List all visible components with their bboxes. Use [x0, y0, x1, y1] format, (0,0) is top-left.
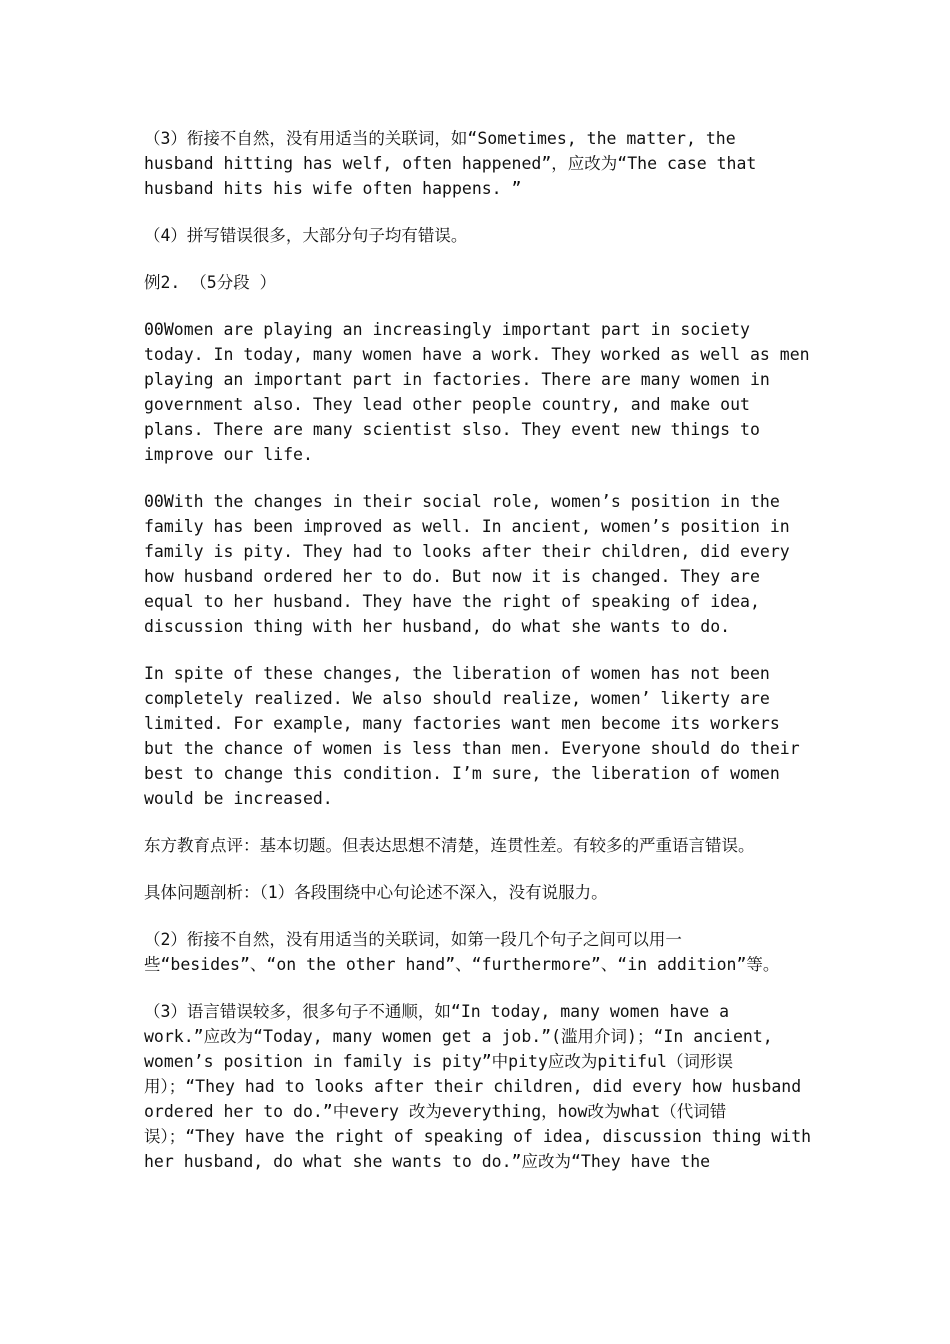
- paragraph-point-4-spelling: （4）拼写错误很多，大部分句子均有错误。: [144, 226, 468, 245]
- paragraph-point-3-cohesion: （3）衔接不自然，没有用适当的关联词，如“Sometimes, the matter, the husband hitting has welf, often happened”，应改为“The case that husband hits his wife often happens. ”: [144, 129, 757, 198]
- document-page: [144, 126, 812, 1196]
- analysis-point-2: （2）衔接不自然，没有用适当的关联词，如第一段几个句子之间可以用一些“besides”、“on the other hand”、“furthermore”、“in addition”等。: [144, 930, 780, 974]
- essay-paragraph-3: In spite of these changes, the liberation of women has not been completely realized. We also should realize, women’ likerty are limited. For example, many factories want men become its workers but the chance of women is less than men. Everyone should do their best to change this condition. I’m sure, the liberation of women would be increased.: [144, 664, 800, 808]
- analysis-point-3: （3）语言错误较多，很多句子不通顺，如“In today, many women have a work.”应改为“Today, many women get a job.”(滥用介词)；“In ancient, women’s position in family is pity”中pity应改为pitiful（词形误用）；“They had to looks after their children, did every how husband ordered her to do.”中every 改为everything，how改为what（代词错误）；“They have the right of speaking of idea, discussion thing with her husband, do what she wants to do.”应改为“They have the: [144, 1002, 812, 1171]
- review-comment: 东方教育点评：基本切题。但表达思想不清楚，连贯性差。有较多的严重语言错误。: [144, 836, 755, 855]
- essay-paragraph-1: 00Women are playing an increasingly important part in society today. In today, many women have a work. They worked as well as men playing an important part in factories. There are many women in government also. They lead other people country, and make out plans. There are many scientist slso. They event new things to improve our life.: [144, 320, 810, 464]
- essay-paragraph-2: 00With the changes in their social role, women’s position in the family has been improved as well. In ancient, women’s position in family is pity. They had to looks after their children, did every how husband ordered her to do. But now it is changed. They are equal to her husband. They have the right of speaking of idea, discussion thing with her husband, do what she wants to do.: [144, 492, 790, 636]
- analysis-point-1: 具体问题剖析：（1）各段围绕中心句论述不深入，没有说服力。: [144, 883, 608, 902]
- example-2-heading: 例2. （5分段 ）: [144, 273, 277, 292]
